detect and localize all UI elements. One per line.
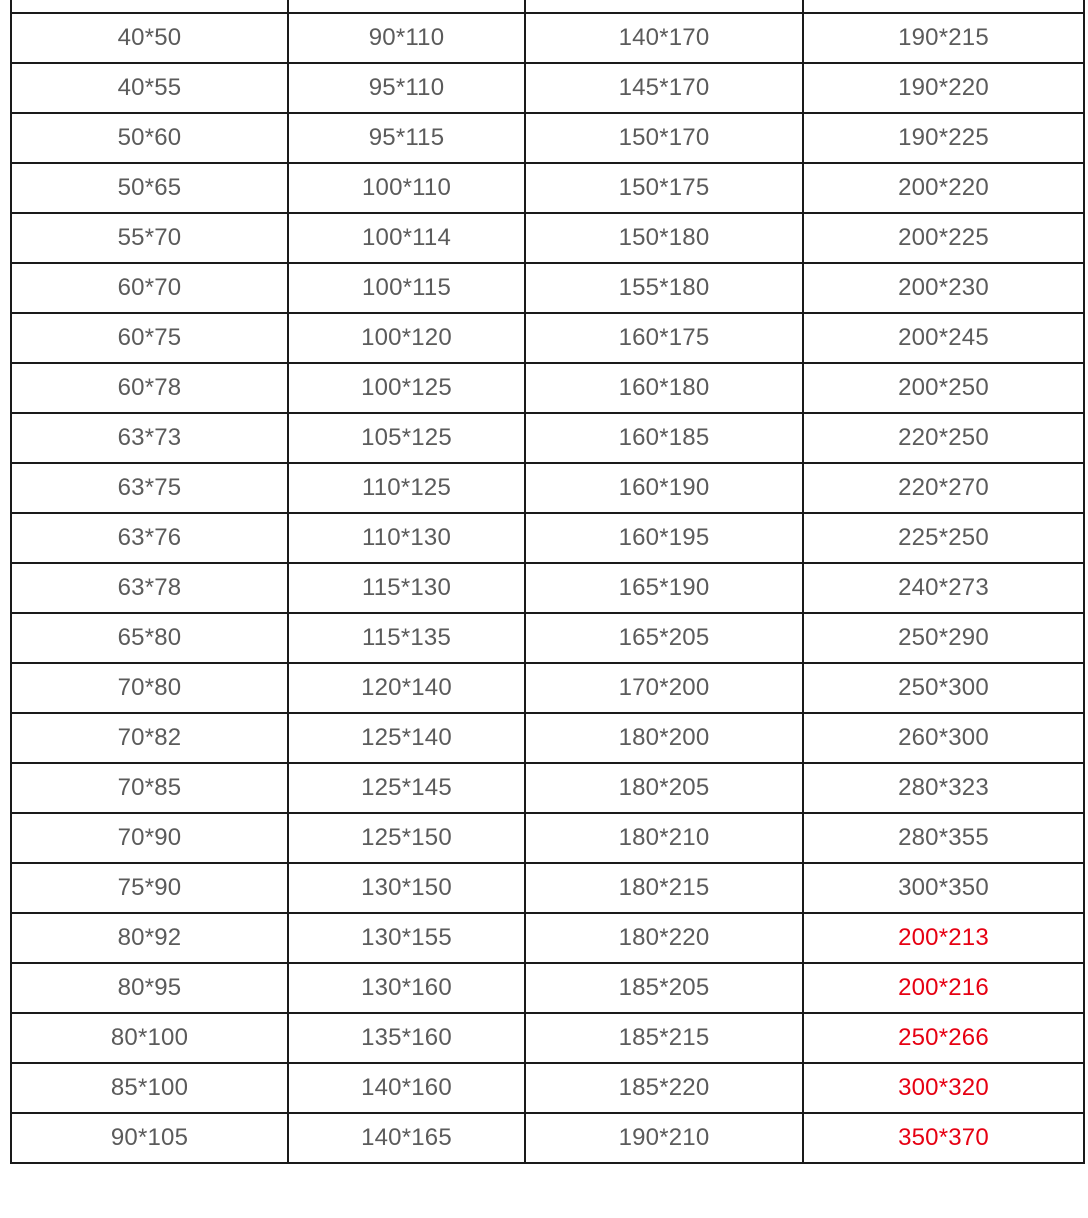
- table-cell-col-4: 280*323: [803, 763, 1084, 813]
- table-row: [11, 713, 1084, 763]
- table-cell-col-4: 225*250: [803, 513, 1084, 563]
- table-cell-col-4: 200*213: [803, 913, 1084, 963]
- table-cell-col-3: 165*205: [525, 613, 803, 663]
- table-cell-col-2: [288, 0, 525, 13]
- table-cell-col-1: 75*90: [11, 863, 288, 913]
- table-cell-col-1: 50*60: [11, 113, 288, 163]
- table-cell-col-3: 150*180: [525, 213, 803, 263]
- table-cell-col-2: 130*150: [288, 863, 525, 913]
- table-row: [11, 213, 1084, 263]
- size-table-body: [11, 0, 1084, 1163]
- table-cell-col-2: 90*110: [288, 13, 525, 63]
- table-cell-col-2: 95*115: [288, 113, 525, 163]
- table-cell-col-2: 100*115: [288, 263, 525, 313]
- table-cell-col-2: 110*130: [288, 513, 525, 563]
- table-cell-col-3: 160*175: [525, 313, 803, 363]
- table-cell-col-4: 190*215: [803, 13, 1084, 63]
- table-cell-col-3: 180*215: [525, 863, 803, 913]
- table-cell-col-3: 150*175: [525, 163, 803, 213]
- table-cell-col-1: 60*75: [11, 313, 288, 363]
- table-cell-col-2: 125*140: [288, 713, 525, 763]
- table-cell-col-2: 100*120: [288, 313, 525, 363]
- table-cell-col-1: 85*100: [11, 1063, 288, 1113]
- table-row: [11, 163, 1084, 213]
- table-cell-col-4: 200*230: [803, 263, 1084, 313]
- table-row: [11, 513, 1084, 563]
- table-cell-col-1: [11, 0, 288, 13]
- table-row: [11, 113, 1084, 163]
- table-cell-col-1: 70*85: [11, 763, 288, 813]
- table-cell-col-4: 300*350: [803, 863, 1084, 913]
- table-row: [11, 263, 1084, 313]
- table-cell-col-1: 60*78: [11, 363, 288, 413]
- table-cell-col-4: 200*245: [803, 313, 1084, 363]
- table-cell-col-3: 150*170: [525, 113, 803, 163]
- table-cell-col-1: 65*80: [11, 613, 288, 663]
- table-cell-col-3: 160*195: [525, 513, 803, 563]
- table-cell-col-1: 80*95: [11, 963, 288, 1013]
- table-row: [11, 1063, 1084, 1113]
- table-cell-col-2: 100*125: [288, 363, 525, 413]
- table-cell-col-2: 140*160: [288, 1063, 525, 1113]
- table-row: [11, 313, 1084, 363]
- table-cell-col-1: 50*65: [11, 163, 288, 213]
- table-cell-col-4: 190*220: [803, 63, 1084, 113]
- table-cell-col-1: 80*92: [11, 913, 288, 963]
- table-cell-col-4: [803, 0, 1084, 13]
- table-row: [11, 913, 1084, 963]
- table-row: [11, 463, 1084, 513]
- table-cell-col-2: 95*110: [288, 63, 525, 113]
- table-cell-col-4: 200*216: [803, 963, 1084, 1013]
- table-row: [11, 563, 1084, 613]
- table-cell-col-2: 105*125: [288, 413, 525, 463]
- table-cell-col-2: 130*155: [288, 913, 525, 963]
- table-cell-col-3: 165*190: [525, 563, 803, 613]
- table-cell-col-2: 125*150: [288, 813, 525, 863]
- table-cell-col-2: 135*160: [288, 1013, 525, 1063]
- table-cell-col-4: 250*300: [803, 663, 1084, 713]
- table-cell-col-1: 63*75: [11, 463, 288, 513]
- table-cell-col-3: 180*210: [525, 813, 803, 863]
- table-cell-col-1: 90*105: [11, 1113, 288, 1163]
- table-cell-col-4: 350*370: [803, 1113, 1084, 1163]
- table-cell-col-3: 180*205: [525, 763, 803, 813]
- table-row: [11, 963, 1084, 1013]
- table-cell-col-3: 170*200: [525, 663, 803, 713]
- table-cell-col-1: 70*90: [11, 813, 288, 863]
- table-row: [11, 863, 1084, 913]
- table-cell-col-4: 220*270: [803, 463, 1084, 513]
- table-cell-col-1: 80*100: [11, 1013, 288, 1063]
- table-cell-col-4: 200*220: [803, 163, 1084, 213]
- size-table-container: [10, 0, 1083, 1164]
- table-row: [11, 663, 1084, 713]
- table-cell-col-1: 70*82: [11, 713, 288, 763]
- table-cell-col-3: 160*190: [525, 463, 803, 513]
- table-cell-col-3: 190*210: [525, 1113, 803, 1163]
- table-row: [11, 413, 1084, 463]
- table-cell-col-2: 120*140: [288, 663, 525, 713]
- table-cell-col-4: 240*273: [803, 563, 1084, 613]
- table-cell-col-3: 160*185: [525, 413, 803, 463]
- table-row: [11, 1113, 1084, 1163]
- table-cell-col-1: 63*73: [11, 413, 288, 463]
- table-row: [11, 1013, 1084, 1063]
- table-cell-col-2: 110*125: [288, 463, 525, 513]
- table-row: [11, 763, 1084, 813]
- table-cell-col-1: 60*70: [11, 263, 288, 313]
- table-cell-col-2: 100*114: [288, 213, 525, 263]
- table-cell-col-4: 250*266: [803, 1013, 1084, 1063]
- table-cell-col-4: 300*320: [803, 1063, 1084, 1113]
- table-cell-col-1: 63*78: [11, 563, 288, 613]
- table-cell-col-3: 140*170: [525, 13, 803, 63]
- size-table: [10, 0, 1085, 1164]
- table-cell-col-4: 280*355: [803, 813, 1084, 863]
- table-cell-col-2: 125*145: [288, 763, 525, 813]
- table-row: [11, 613, 1084, 663]
- table-row: [11, 63, 1084, 113]
- table-cell-col-4: 200*225: [803, 213, 1084, 263]
- table-cell-col-4: 250*290: [803, 613, 1084, 663]
- table-row: [11, 13, 1084, 63]
- table-row: [11, 363, 1084, 413]
- table-cell-col-3: 185*205: [525, 963, 803, 1013]
- table-cell-col-4: 200*250: [803, 363, 1084, 413]
- table-cell-col-3: 185*220: [525, 1063, 803, 1113]
- table-cell-col-3: 145*170: [525, 63, 803, 113]
- table-cell-col-2: 140*165: [288, 1113, 525, 1163]
- table-row: [11, 813, 1084, 863]
- table-cell-col-1: 40*50: [11, 13, 288, 63]
- table-cell-col-3: 180*220: [525, 913, 803, 963]
- table-cell-col-1: 40*55: [11, 63, 288, 113]
- table-cell-col-1: 70*80: [11, 663, 288, 713]
- table-cell-col-2: 100*110: [288, 163, 525, 213]
- table-cell-col-1: 63*76: [11, 513, 288, 563]
- table-row: [11, 0, 1084, 13]
- table-cell-col-2: 115*130: [288, 563, 525, 613]
- table-cell-col-3: 185*215: [525, 1013, 803, 1063]
- table-cell-col-1: 55*70: [11, 213, 288, 263]
- table-cell-col-2: 115*135: [288, 613, 525, 663]
- table-cell-col-4: 190*225: [803, 113, 1084, 163]
- table-cell-col-4: 260*300: [803, 713, 1084, 763]
- table-cell-col-3: 155*180: [525, 263, 803, 313]
- table-cell-col-4: 220*250: [803, 413, 1084, 463]
- table-cell-col-3: 160*180: [525, 363, 803, 413]
- table-cell-col-3: [525, 0, 803, 13]
- table-cell-col-3: 180*200: [525, 713, 803, 763]
- table-cell-col-2: 130*160: [288, 963, 525, 1013]
